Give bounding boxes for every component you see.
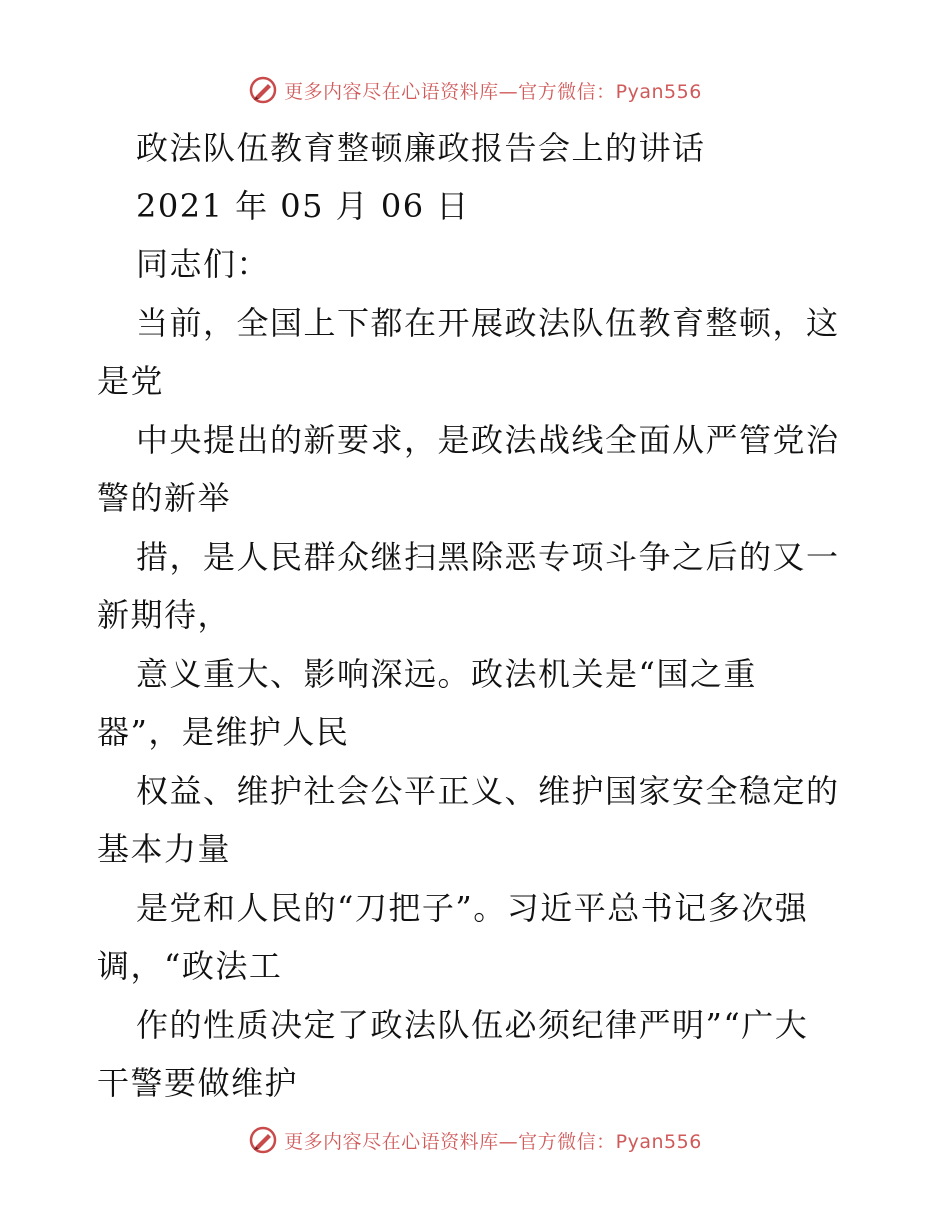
body-line: 措，是人民群众继扫黑除恶专项斗争之后的又一	[136, 538, 840, 576]
header-watermark	[0, 68, 950, 112]
body-line: 意义重大、影响深远。政法机关是“国之重	[136, 655, 757, 693]
document-title: 政法队伍教育整顿廉政报告会上的讲话	[136, 129, 706, 167]
footer-watermark	[0, 1118, 950, 1162]
document-date: 2021 年 05 月 06 日	[136, 187, 470, 225]
body-line: 器”，是维护人民	[97, 713, 350, 751]
body-line: 权益、维护社会公平正义、维护国家安全稳定的	[136, 772, 840, 810]
body-line: 基本力量	[97, 830, 232, 868]
body-line: 新期待，	[97, 596, 232, 634]
body-line: 中央提出的新要求，是政法战线全面从严管党治	[136, 421, 840, 459]
body-line: 警的新举	[97, 479, 232, 517]
body-line: 干警要做维护	[97, 1064, 299, 1102]
body-line: 作的性质决定了政法队伍必须纪律严明”“广大	[136, 1006, 809, 1044]
body-line: 是党	[97, 362, 165, 400]
salutation: 同志们：	[136, 245, 271, 283]
pen-logo-icon	[248, 1125, 278, 1155]
body-line: 是党和人民的“刀把子”。习近平总书记多次强	[136, 889, 809, 927]
body-line: 当前，全国上下都在开展政法队伍教育整顿，这	[136, 304, 840, 342]
pen-logo-icon	[248, 75, 278, 105]
body-line: 调，“政法工	[97, 947, 283, 985]
watermark-text: 更多内容尽在心语资料库—官方微信：Pyan556	[284, 1130, 702, 1153]
watermark-text: 更多内容尽在心语资料库—官方微信：Pyan556	[284, 80, 702, 103]
